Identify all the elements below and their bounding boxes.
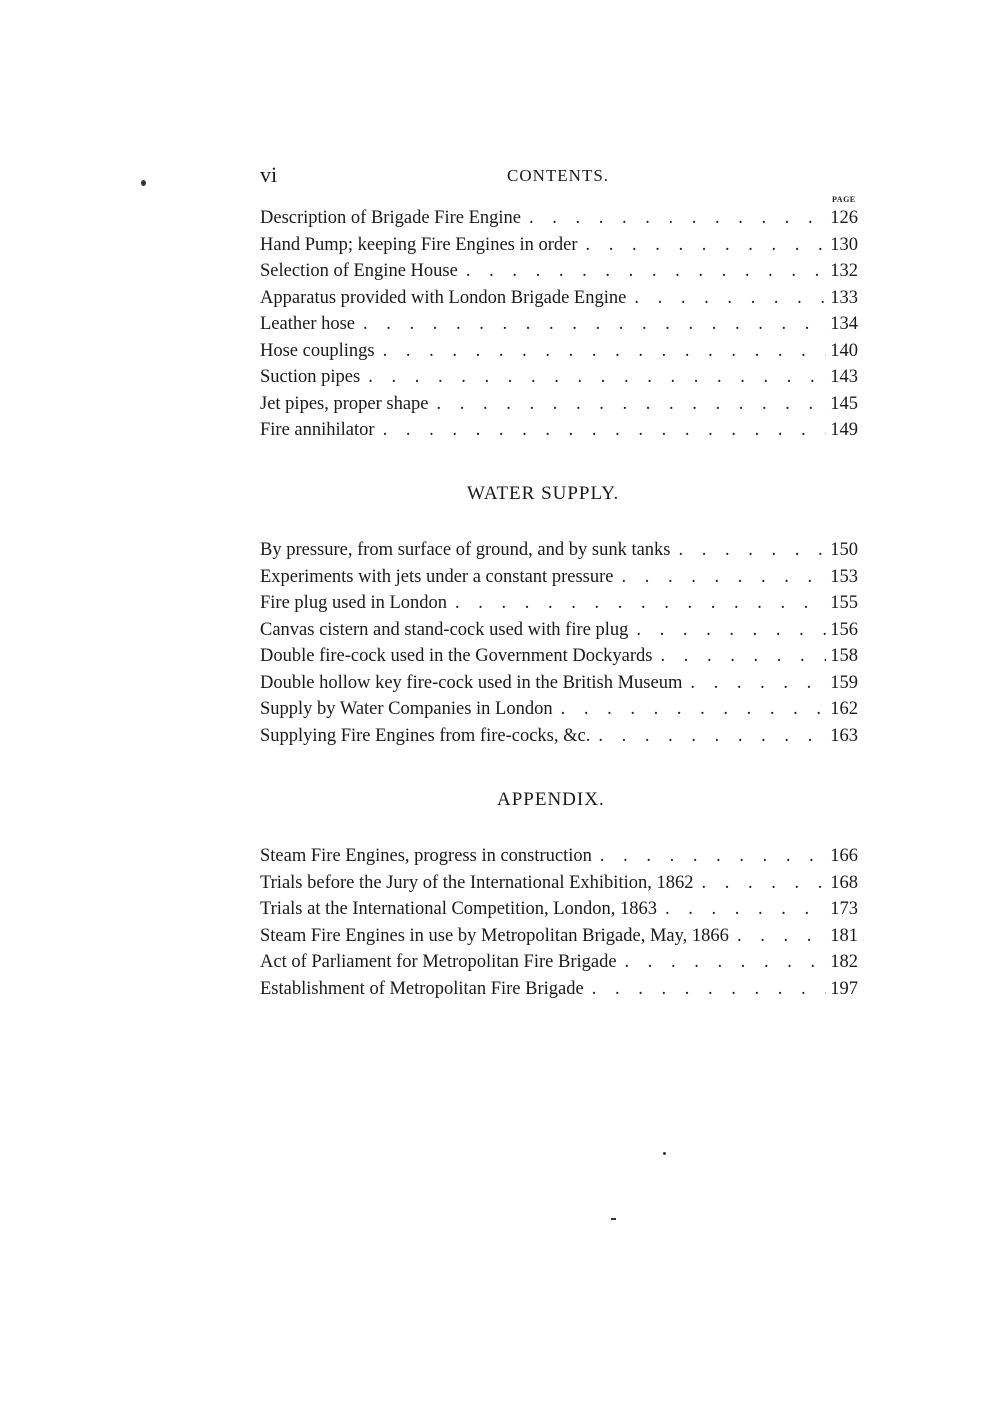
toc-entry [260,617,858,644]
dot-leader [592,843,826,870]
dot-leader [458,258,826,285]
section-title-appendix: APPENDIX. [497,789,605,810]
dot-leader [584,976,826,1003]
dot-leader [553,696,826,723]
toc-entry-page: 140 [830,340,858,361]
toc-entry [260,870,858,897]
toc-entry-title: Act of Parliament for Metropolitan Fire Brigade [260,952,617,972]
section-title-water-supply: WATER SUPPLY. [467,483,620,504]
dot-leader [429,391,826,418]
toc-entry-title: Double fire-cock used in the Government Dockyards [260,646,653,666]
toc-entry [260,537,858,564]
toc-entry [260,843,858,870]
toc-entry [260,670,858,697]
toc-entry-page: 156 [830,619,858,640]
toc-entry [260,391,858,418]
toc-entry [260,923,858,950]
toc-entry-page: 168 [830,872,858,893]
scan-speck [141,180,146,186]
scan-speck [663,1152,666,1155]
toc-entry-title: Trials before the Jury of the International Exhibition, 1862 [260,872,694,893]
dot-leader [628,617,826,644]
toc-entry-page: 173 [830,899,858,919]
toc-entry [260,364,858,391]
toc-entry [260,896,858,923]
toc-entry-page: 145 [830,393,858,414]
dot-leader [590,723,826,750]
toc-entry-page: 197 [830,978,858,999]
toc-section-water-supply [260,537,858,749]
dot-leader [613,564,826,591]
toc-entry-title: Apparatus provided with London Brigade Engine [260,287,627,308]
dot-leader [682,670,826,697]
dot-leader [375,338,826,365]
toc-entry-title: Fire plug used in London [260,593,448,613]
toc-entry [260,949,858,976]
toc-entry [260,311,858,338]
toc-entry-title: Hose couplings [260,340,375,361]
toc-entry-page: 158 [830,646,858,666]
toc-entry [260,590,858,617]
toc-entry-page: 130 [830,234,858,255]
page-column-label: PAGE [832,195,856,204]
toc-entry [260,285,858,312]
toc-entry-title: Canvas cistern and stand-cock used with fire plug [260,619,629,640]
toc-entry-page: 149 [830,420,858,440]
dot-leader [729,923,826,950]
dot-leader [355,311,826,338]
dot-leader [447,590,826,617]
running-head: CONTENTS. [507,166,610,185]
toc-entry-title: Hand Pump; keeping Fire Engines in order [260,234,578,255]
toc-entry-page: 182 [830,952,858,972]
toc-entry [260,205,858,232]
toc-entry [260,976,858,1003]
toc-section-engines [260,205,858,444]
toc-entry-title: Experiments with jets under a constant pressure [260,566,614,587]
toc-entry-page: 166 [830,846,858,866]
dot-leader [671,537,826,564]
toc-entry-page: 181 [830,925,858,946]
toc-section-appendix [260,843,858,1002]
toc-entry-title: Steam Fire Engines in use by Metropolitan Brigade, May, 1866 [260,925,729,946]
toc-entry-title: Leather hose [260,314,356,334]
toc-entry-title: Selection of Engine House [260,261,458,281]
dot-leader [657,896,826,923]
toc-entry-page: 162 [830,699,858,719]
toc-entry [260,232,858,259]
toc-entry-page: 153 [830,566,858,587]
toc-entry-page: 163 [830,725,858,746]
toc-entry-page: 155 [830,593,858,613]
dot-leader [375,417,826,444]
toc-entry-title: Steam Fire Engines, progress in construction [260,846,592,866]
toc-entry-title: Suction pipes [260,367,361,387]
toc-entry [260,643,858,670]
toc-entry-title: Supplying Fire Engines from fire-cocks, &c. [260,725,591,746]
toc-entry [260,696,858,723]
toc-entry-title: Supply by Water Companies in London [260,699,553,719]
toc-entry-title: Jet pipes, proper shape [260,393,429,414]
toc-entry-page: 143 [830,367,858,387]
toc-entry-page: 126 [830,208,858,228]
dot-leader [578,232,826,259]
dot-leader [652,643,826,670]
dot-leader [521,205,826,232]
toc-entry-title: Double hollow key fire-cock used in the British Museum [260,672,683,693]
toc-entry-page: 133 [830,287,858,308]
toc-entry-title: Description of Brigade Fire Engine [260,208,521,228]
toc-entry-title: Trials at the International Competition, London, 1863 [260,899,658,919]
page-number: vi [260,162,278,187]
toc-entry [260,338,858,365]
toc-entry-title: By pressure, from surface of ground, and by sunk tanks [260,540,671,560]
toc-entry [260,417,858,444]
scan-speck [611,1218,616,1220]
toc-entry-title: Fire annihilator [260,420,375,440]
toc-entry-page: 132 [830,261,858,281]
dot-leader [360,364,826,391]
toc-entry-title: Establishment of Metropolitan Fire Brigade [260,978,584,999]
toc-entry [260,723,858,750]
dot-leader [626,285,826,312]
toc-entry [260,258,858,285]
toc-entry [260,564,858,591]
dot-leader [693,870,826,897]
dot-leader [617,949,826,976]
toc-entry-page: 150 [830,540,858,560]
toc-entry-page: 159 [830,672,858,693]
toc-entry-page: 134 [830,314,858,334]
